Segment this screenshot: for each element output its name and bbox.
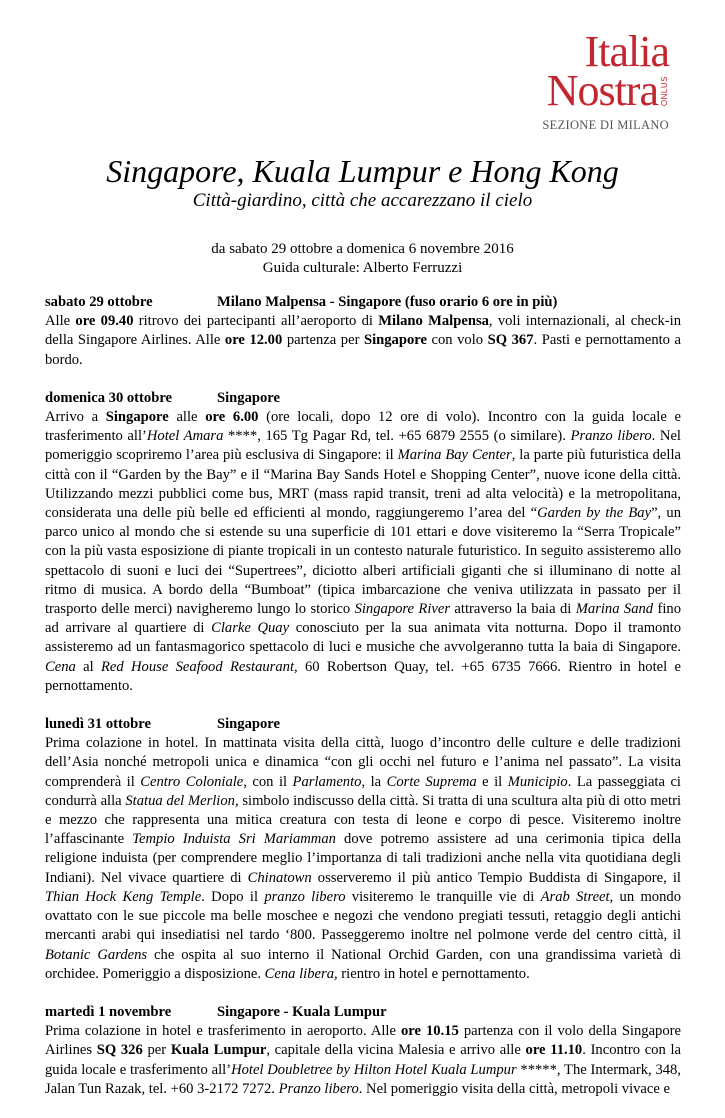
itinerary-day: [45, 293, 681, 370]
day-description: Arrivo a Singapore alle ore 6.00 (ore locali, dopo 12 ore di volo). Incontro con la guida locale e trasferimento all’Hotel Amara ****, 165 Tg Pagar Rd, tel. +65 6879 2555 (o similare). Pranzo libero. Nel pomeriggio scopriremo l’area più esclusiva di Singapore: il Marina Bay Center, la parte più futuristica della città con il “Garden by the Bay” e il “Marina Bay Sands Hotel e Shopping Center”, nuove icone della città. Utilizzando mezzi pubblici come bus, MRT (mass rapid transit, treni ad alta velocità) e la metropolitana, considerata una delle più belle ed efficienti al mondo, raggiungeremo l’area del “Garden by the Bay”, un parco unico al mondo che si estende su una superficie di 101 ettari e dove visiteremo la “Serra Tropicale” con la più vasta esposizione di piante tropicali in un contesto naturale futuristico. In seguito assisteremo allo spettacolo di suoni e luci dei “Supertrees”, diciotto alberi artificiali giganti che si illuminano di notte al ritmo di musica. A bordo della “Bumboat” (tipica imbarcazione che veniva utilizzata in passato per il trasporto delle merci) navigheremo lungo lo storico Singapore River attraverso la baia di Marina Sand fino ad arrivare al quartiere di Clarke Quay conosciuto per la sua animata vita notturna. Dopo il tramonto assisteremo ad un fantasmagorico spettacolo di luci e musiche che avvolgeranno tutta la baia di Singapore. Cena al Red House Seafood Restaurant, 60 Robertson Quay, tel. +65 6735 7666. Rientro in hotel e pernottamento.: [45, 409, 682, 694]
itinerary: [45, 293, 681, 1118]
day-route: Milano Malpensa - Singapore (fuso orario 6 ore in più): [217, 294, 558, 310]
bold-text: SQ 367: [487, 332, 534, 349]
italic-text: Marina Sand: [575, 601, 654, 618]
logo-italia: Italia: [584, 27, 669, 76]
italic-text: Tempio Induista Sri Mariamman: [132, 831, 336, 848]
document-subtitle: Città-giardino, città che accarezzano il cielo: [192, 190, 533, 211]
day-heading: [45, 389, 681, 408]
italic-text: Centro Coloniale: [140, 773, 244, 790]
italic-text: Clarke Quay: [211, 620, 290, 637]
italic-text: Statua del Merlion: [125, 792, 235, 809]
italia-nostra-logo: [542, 27, 669, 133]
logo-section: SEZIONE DI MILANO: [542, 118, 669, 132]
bold-text: ore 12.00: [224, 332, 283, 349]
italic-text: Pranzo libero: [570, 428, 652, 445]
italic-text: Red House Seafood Restaurant,: [101, 658, 298, 675]
trip-info: [0, 240, 725, 278]
day-date: lunedì 31 ottobre: [45, 716, 151, 733]
day-heading: [45, 715, 681, 734]
trip-dates: da sabato 29 ottobre a domenica 6 novembre 2016: [211, 241, 514, 257]
day-description: Alle ore 09.40 ritrovo dei partecipanti all’aeroporto di Milano Malpensa, voli internazionali, al check-in della Singapore Airlines. Alle ore 12.00 partenza per Singapore con volo SQ 367. Pasti e pernottamento a bordo.: [45, 313, 681, 368]
bold-text: Kuala Lumpur: [170, 1042, 267, 1059]
day-route: Singapore: [217, 389, 280, 406]
logo-onlus: ONLUS: [660, 76, 669, 107]
italic-text: Thian Hock Keng Temple: [45, 888, 202, 905]
day-date: sabato 29 ottobre: [45, 294, 153, 310]
itinerary-day: [45, 715, 681, 984]
day-route: Singapore: [217, 716, 280, 733]
italic-text: Garden by the Bay: [537, 505, 652, 522]
italic-text: Cena: [45, 658, 76, 675]
bold-text: ore 6.00: [205, 409, 259, 426]
italic-text: Singapore River: [354, 601, 451, 618]
italic-text: Cena libera: [264, 965, 334, 982]
bold-text: SQ 326: [96, 1042, 143, 1059]
bold-text: ore 09.40: [75, 313, 134, 330]
day-description: Prima colazione in hotel e trasferimento in aeroporto. Alle ore 10.15 partenza con il volo della Singapore Airlines SQ 326 per Kuala Lumpur, capitale della vicina Malesia e arrivo alle ore 11.10. Incontro con la guida locale e trasferimento all’Hotel Doubletree by Hilton Hotel Kuala Lumpur *****, The Intermark, 348, Jalan Tun Razak, tel. +60 3-2172 7272. Pranzo libero. Nel pomeriggio visita della città, metropoli vivace e: [45, 1023, 682, 1097]
day-date: martedì 1 novembre: [45, 1003, 172, 1020]
italic-text: Pranzo libero: [278, 1080, 359, 1097]
day-route: Singapore - Kuala Lumpur: [217, 1003, 387, 1020]
italic-text: pranzo libero: [264, 888, 346, 905]
italic-text: Botanic Gardens: [45, 946, 148, 963]
italic-text: Municipio: [507, 773, 568, 790]
italic-text: Hotel Doubletree by Hilton Hotel Kuala Lumpur: [231, 1061, 517, 1078]
italic-text: Corte Suprema: [386, 773, 477, 790]
bold-text: ore 11.10: [525, 1042, 583, 1059]
bold-text: Milano Malpensa: [378, 313, 489, 330]
itinerary-day: [45, 1003, 681, 1099]
italic-text: Chinatown: [247, 869, 312, 886]
trip-guide: Guida culturale: Alberto Ferruzzi: [262, 260, 463, 276]
day-heading: [45, 293, 681, 312]
logo-nostra: Nostra: [546, 66, 658, 115]
day-description: Prima colazione in hotel. In mattinata visita della città, luogo d’incontro delle culture e delle tradizioni dell’Asia nonché metropoli unica e dinamica “con gli occhi nel futuro e l’anima nel passato”. La visita comprenderà il Centro Coloniale, con il Parlamento, la Corte Suprema e il Municipio. La passeggiata ci condurrà alla Statua del Merlion, simbolo indiscusso della città. Si tratta di una scultura alta più di otto metri e mezzo che rappresenta una mitica creatura con testa di leone e corpo di pesce. Visiteremo inoltre l’affascinante Tempio Induista Sri Mariamman dove potremo assistere ad una cerimonia tipica della religione induista (per comprendere meglio l’importanza di tali tradizioni anche nella vita quotidiana degli Indiani). Nel vivace quartiere di Chinatown osserveremo il più antico Tempio Buddista di Singapore, il Thian Hock Keng Temple. Dopo il pranzo libero visiteremo le tranquille vie di Arab Street, un mondo ovattato con le sue piccole ma belle moschee e negozi che vendono pregiati tessuti, retaggio degli antichi mercanti arabi qui insediatisi nel tardo ‘800. Passeggeremo inoltre nel polmone verde del centro città, il Botanic Gardens che ospita al suo interno il National Orchid Garden, con una grandissima varietà di orchidee. Pomeriggio a disposizione. Cena libera, rientro in hotel e pernottamento.: [45, 735, 681, 982]
bold-text: ore 10.15: [400, 1023, 459, 1040]
itinerary-day: [45, 389, 681, 696]
bold-text: Singapore: [105, 409, 169, 426]
bold-text: Singapore: [363, 332, 427, 349]
italic-text: Marina Bay Center: [397, 447, 512, 464]
italic-text: Hotel Amara: [146, 428, 224, 445]
document-title: Singapore, Kuala Lumpur e Hong Kong: [106, 153, 619, 189]
italic-text: Parlamento: [292, 773, 362, 790]
day-date: domenica 30 ottobre: [45, 389, 173, 406]
italic-text: Arab Street: [540, 888, 610, 905]
day-heading: [45, 1003, 681, 1022]
